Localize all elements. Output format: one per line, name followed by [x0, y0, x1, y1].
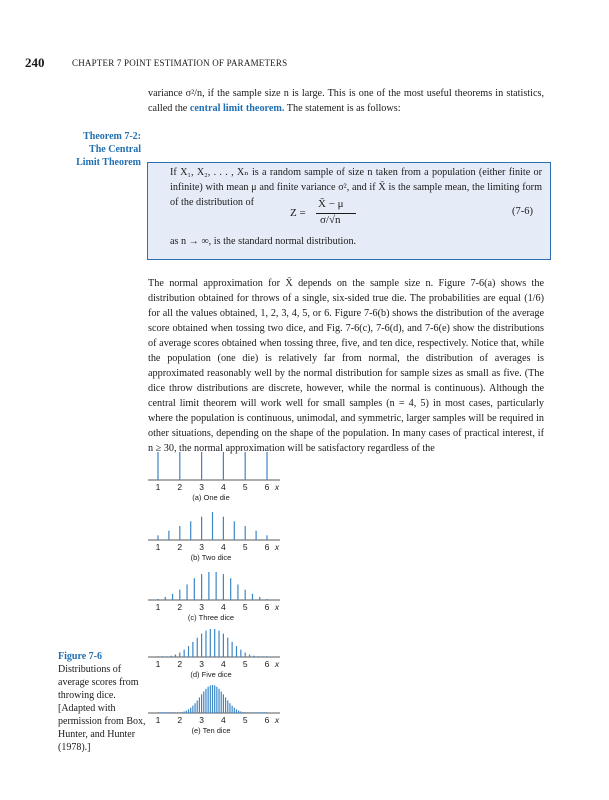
x-axis-label: x	[274, 542, 280, 552]
equation-numerator: X̄ − μ	[318, 198, 344, 210]
tick-label: 2	[177, 715, 183, 725]
subfigure-caption: (c) Three dice	[187, 613, 235, 622]
intro-text-before: variance σ²/n, if the sample size n is large. This is one of the most useful theorems in statistics, called the	[148, 88, 544, 114]
tick-label: 1	[155, 602, 161, 612]
tick-label: 6	[264, 659, 270, 669]
theorem-statement: If X₁, X₂, . . . , Xₙ is a random sample of size n taken from a population (either finite or infinite) with mean μ and finite variance σ², and if X̄ is the sample mean, the limiting form of the distribution of	[170, 167, 542, 208]
tick-label: 1	[155, 715, 161, 725]
tick-label: 4	[221, 542, 226, 552]
figure-title: Figure 7-6	[58, 651, 102, 662]
tick-label: 2	[177, 602, 183, 612]
tick-label: 4	[221, 482, 226, 492]
x-axis-label: x	[274, 715, 280, 725]
main-paragraph: The normal approximation for X̄ depends on the sample size n. Figure 7-6(a) shows the distribution obtained for throws of a single, six-sided true die. The probabilities are equal (1/6) for all the values obtained, 1, 2, 3, 4, 5, or 6. Figure 7-6(b) shows the distribution of the average score obtained when tossing two dice, and Fig. 7-6(c), 7-6(d), and 7-6(e) show the distributions of average scores obtained when tossing three, five, and ten dice, respectively. Notice that, while the population (one die) is relatively far from normal, the distribution of averages is approximated reasonably well by the normal distribution for sample sizes as small as five. (The dice throw distributions are discrete, however, while the normal is continuous). Although the central limit theorem will work well for small samples (n = 4, 5) in most cases, particularly where the population is continuous, unimodal, and symmetric, larger samples will be required in other situations, depending on the shape of the population. In many cases of practical interest, if n ≥ 30, the normal approximation will be satisfactory regardless of the	[148, 278, 544, 454]
tick-label: 1	[155, 542, 161, 552]
tick-label: 3	[199, 482, 204, 492]
tick-label: 1	[155, 659, 161, 669]
tick-label: 2	[177, 542, 183, 552]
tick-label: 3	[199, 602, 204, 612]
tick-label: 6	[264, 602, 270, 612]
tick-label: 3	[199, 542, 204, 552]
tick-label: 3	[199, 715, 204, 725]
theorem-label-line3: Limit Theorem	[76, 157, 141, 168]
tick-label: 2	[177, 659, 183, 669]
tick-label: 1	[155, 482, 161, 492]
tick-label: 4	[221, 659, 226, 669]
tick-label: 4	[221, 602, 226, 612]
theorem-label-line2: The Central	[89, 144, 141, 155]
chapter-title: CHAPTER 7 POINT ESTIMATION OF PARAMETERS	[72, 58, 288, 68]
x-axis-label: x	[274, 659, 280, 669]
tick-label: 6	[264, 482, 270, 492]
tick-label: 5	[242, 715, 248, 725]
intro-text-after: The statement is as follows:	[284, 103, 401, 114]
tick-label: 6	[264, 542, 270, 552]
equation-denominator: σ/√n	[320, 214, 341, 226]
tick-label: 6	[264, 715, 270, 725]
x-axis-label: x	[274, 482, 280, 492]
subfigure-caption: (a) One die	[192, 493, 230, 502]
tick-label: 5	[242, 542, 248, 552]
equation-number: (7-6)	[512, 206, 533, 217]
tick-label: 2	[177, 482, 183, 492]
subfigure-caption: (d) Five dice	[190, 670, 232, 679]
tick-label: 5	[242, 659, 248, 669]
theorem-conclusion: as n → ∞, is the standard normal distribution.	[170, 236, 357, 247]
tick-label: 5	[242, 602, 248, 612]
theorem-label-line1: Theorem 7-2:	[83, 131, 141, 142]
central-limit-theorem-term: central limit theorem.	[189, 103, 285, 114]
subfigure-caption: (b) Two dice	[190, 553, 232, 562]
tick-label: 4	[221, 715, 226, 725]
tick-label: 3	[199, 659, 204, 669]
equation-lhs: Z =	[290, 207, 306, 219]
figure-caption: Distributions of average scores from throwing dice. [Adapted with permission from Box, Hunter, and Hunter (1978).]	[58, 664, 146, 753]
x-axis-label: x	[274, 602, 280, 612]
subfigure-caption: (e) Ten dice	[191, 726, 231, 735]
page-number: 240	[25, 55, 45, 70]
tick-label: 5	[242, 482, 248, 492]
